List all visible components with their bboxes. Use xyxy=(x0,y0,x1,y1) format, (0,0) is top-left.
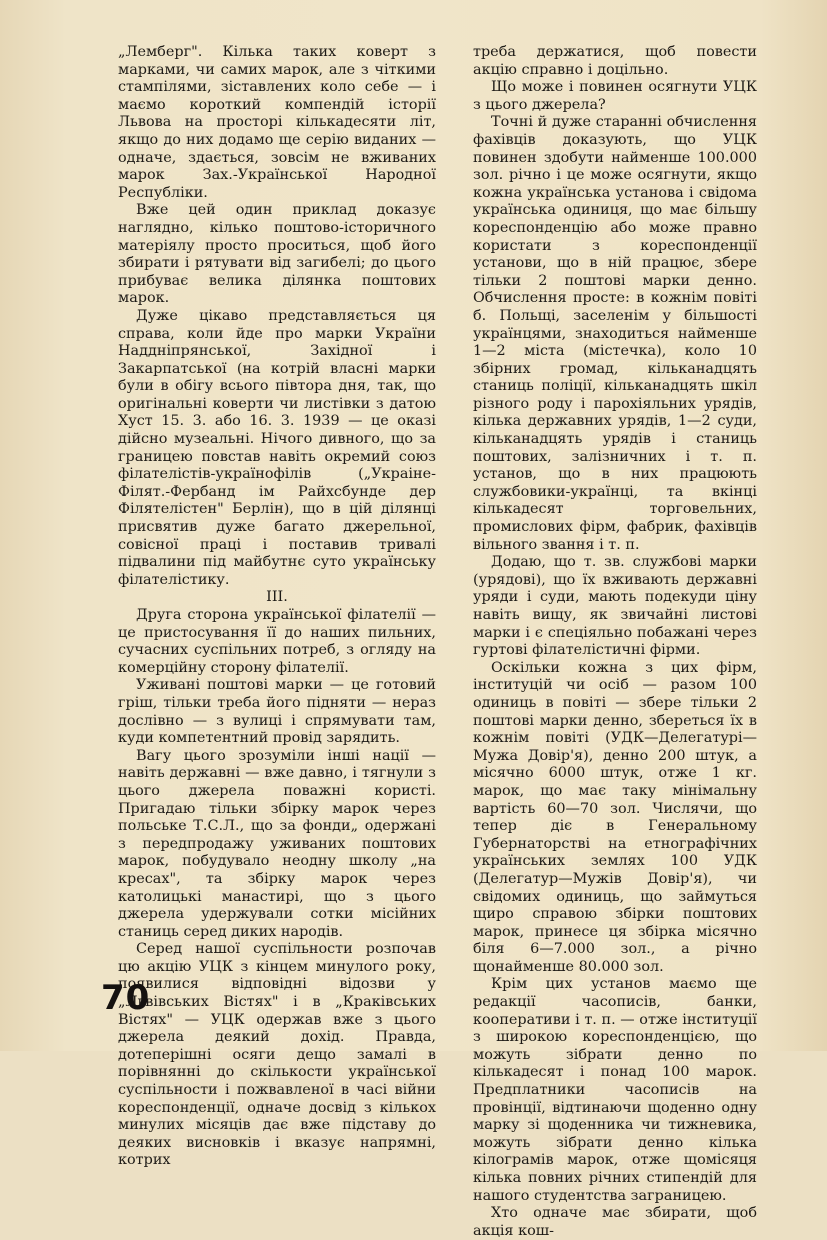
paragraph: Уживані поштові марки — це готовий гріш, тільки треба його підняти — нераз дослівно — з вулиці і спрямувати там, куди компетентний провід зарядить. xyxy=(118,677,436,747)
paragraph: Вагу цього зрозуміли інші нації — навіть державні — вже давно, і тягнули з цього джерела поважні користі. Пригадаю тільки збірку марок через польське Т.С.Л., що за фонди„ одержані з передпродажу уживаних поштових марок, побудувало неодну школу „на кресах", та збірку марок через католицькі манастирі, що з цього джерела удержували сотки місійних станиць серед диких народів. xyxy=(118,747,436,940)
paragraph: „Лемберг". Кілька таких коверт з марками, чи самих марок, але з чіткими стампілями, зіставлених коло себе — і маємо короткий компендій історії Львова на просторі кількадесяти літ, якщо до них додамо ще серію виданих — одначе, здається, зовсім не вживаних марок Зах.-Української Народної Республіки. xyxy=(118,44,436,201)
right-column xyxy=(473,44,757,1240)
paragraph: Друга сторона української філателії — це пристосування її до наших пильних, сучасних суспільних потреб, з огляду на комерційну сторону філателії. xyxy=(118,607,436,676)
paragraph: Додаю, що т. зв. службові марки (урядові), що їх вживають державні уряди і суди, мають подекуди ціну навіть вищу, як звичайні листові марки і є спеціяльно побажані через гуртові філателістичні фірми. xyxy=(473,554,757,659)
paragraph: Дуже цікаво представляється ця справа, коли йде про марки України Наддніпрянської, Західної і Закарпатської (на котрій власні марки були в обігу всього півтора дня, так, що оригінальні коверти чи листівки з датою Хуст 15. 3. або 16. 3. 1939 — це оказі дійсно музеальні. Нічого дивного, що за границею повстав навіть окремий союз філателістів-українофілів („Украіне-Філят.-Фербанд ім Райхсбунде дер Філятелістен" Берлін), що в цій ділянці присвятив дуже багато джерельної, совісної праці і поставив тривалі підвалини під майбутнє суто українську філателістику. xyxy=(118,307,436,588)
paragraph: треба держатися, щоб повести акцію справно і доцільно. xyxy=(473,44,757,78)
paragraph: Серед нашої суспільности розпочав цю акцію УЦК з кінцем минулого року, появилися відповідні відозви у „Львівських Вістях" і в „Краківських Вістях" — УЦК одержав вже з цього джерела деякий дохід. Правда, дотеперішні осяги дещо замалі в порівнянні до скількости української суспільности і пожвавленої в часі війни кореспонденції, одначе досвід з кількох минулих місяців дає вже підставу до деяких висновків і вказує напрямні, котрих xyxy=(118,941,436,1169)
paragraph: Хто одначе має збирати, щоб акція кош- xyxy=(473,1205,757,1239)
page-number: 70 xyxy=(101,978,151,1018)
paragraph: Точні й дуже старанні обчислення фахівців доказують, що УЦК повинен здобути найменше 100.000 зол. річно і це може осягнути, якщо кожна українська установа і свідома українська одиниця, що має більшу кореспонденцію або може правно користати з кореспонденції установи, що в ній працює, збере тільки 2 поштові марки денно. Обчислення просте: в кожнім повіті б. Польщі, заселенім у більшості українцями, знаходиться найменше 1—2 міста (містечка), коло 10 збірних громад, кільканадцять станиць поліції, кільканадцять шкіл різного роду і парохіяльних урядів, кілька державних урядів, 1—2 суди, кільканадцять урядів і станиць поштових, залізничних і т. п. установ, що в них працюють службовики-українці, та вкінці кількадесят торговельних, промислових фірм, фабрик, фахівців вільного звання і т. п. xyxy=(473,114,757,553)
paragraph: Що може і повинен осягнути УЦК з цього джерела? xyxy=(473,79,757,113)
paragraph: Оскільки кожна з цих фірм, інституцій чи осіб — разом 100 одиниць в повіті — збере тільки 2 поштові марки денно, збереться їх в кожнім повіті (УДК—Делегатурі—Мужа Довір'я), денно 200 штук, а місячно 6000 штук, отже 1 кг. марок, що має таку мінімальну вартість 60—70 зол. Числячи, що тепер діє в Генеральному Губернаторстві на етнографічних українських землях 100 УДК (Делегатур—Мужів Довір'я), чи свідомих одиниць, що займуться щиро справою збірки поштових марок, принесе ця збірка місячно біля 6—7.000 зол., а річно щонайменше 80.000 зол. xyxy=(473,659,757,975)
section-heading: III. xyxy=(266,589,288,606)
left-column xyxy=(118,44,436,1170)
paragraph: Крім цих установ маємо ще редакції часописів, банки, кооперативи і т. п. — отже інституції з широкою кореспонденцією, що можуть зібрати денно по кількадесят і понад 100 марок. Предплатники часописів на провінції, відтинаючи щоденно одну марку зі щоденника чи тижневика, можуть зібрати денно кілька кілограмів марок, отже щомісяця кілька повних річних стипендій для нашого студентства заграницею. xyxy=(473,976,757,1204)
paragraph: Вже цей один приклад доказує наглядно, кілько поштово-історичного матеріялу просто проситься, щоб його збирати і рятувати від загибелі; до цього прибуває велика ділянка поштових марок. xyxy=(118,202,436,307)
